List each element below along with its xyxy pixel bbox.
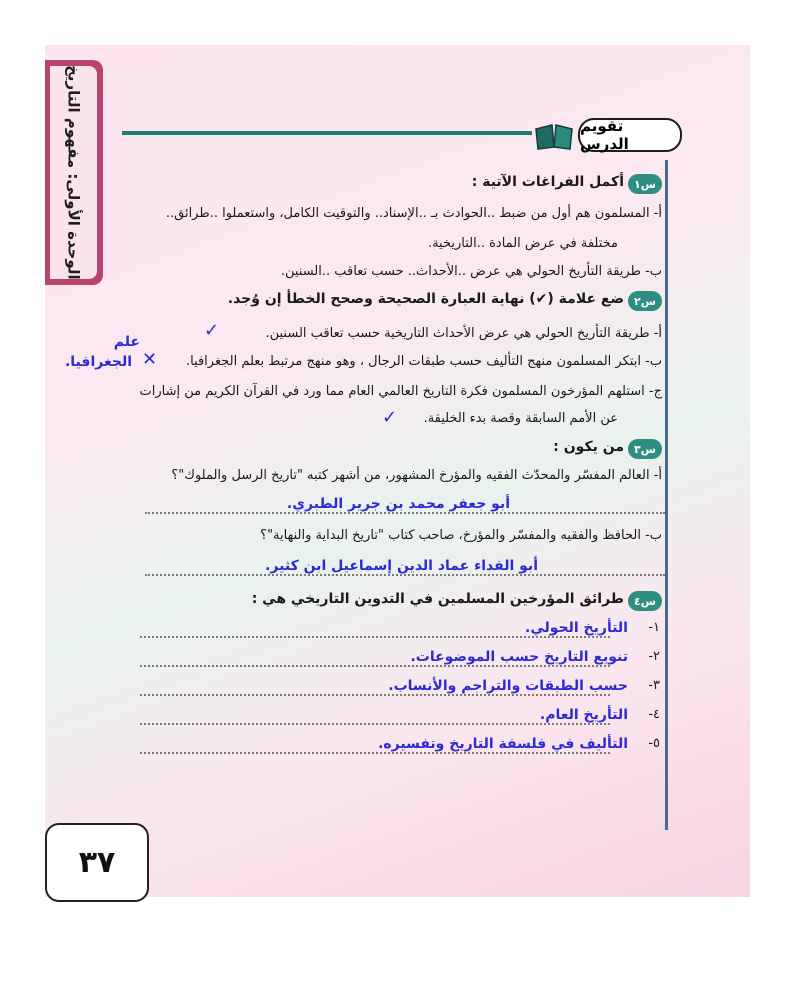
q4-item-3-num: ٣- bbox=[648, 678, 660, 693]
q3-heading: من يكون : bbox=[553, 439, 624, 455]
cross-mark-b: ✕ bbox=[142, 349, 158, 370]
q4-item-5-text: التأليف في فلسفة التاريخ وتفسيره. bbox=[378, 736, 628, 752]
q3-a-answer-line bbox=[145, 512, 665, 514]
unit-title: الوحدة الأولى: مفهوم التاريخ bbox=[64, 65, 83, 280]
q4-item-1-line bbox=[140, 636, 610, 638]
q4-item-5-line bbox=[140, 752, 610, 754]
check-mark-a: ✓ bbox=[204, 320, 220, 341]
q4-badge: س٤ bbox=[628, 591, 662, 611]
q3-a-answer: أبو جعفر محمد بن جرير الطبري. bbox=[286, 496, 510, 512]
q3-b-answer-line bbox=[145, 574, 665, 576]
page-number-text: ٣٧ bbox=[78, 845, 116, 880]
q2-c-line2: عن الأمم السابقة وقصة بدء الخليقة. bbox=[423, 411, 618, 426]
q2-b: ب- ابتكر المسلمون منهج التأليف حسب طبقات الرجال ، وهو منهج مرتبط بعلم الجغرافيا. bbox=[185, 354, 662, 369]
q4-heading: طرائق المؤرخين المسلمين في التدوين التاريخي هي : bbox=[251, 591, 624, 607]
q2-c-line1: ج- استلهم المؤرخون المسلمون فكرة التاريخ العالمي العام مما ورد في القرآن الكريم من إشارات bbox=[139, 384, 662, 399]
q4-item-4-line bbox=[140, 723, 610, 725]
q4-item-2-line bbox=[140, 665, 610, 667]
q3-badge: س٣ bbox=[628, 439, 662, 459]
q4-item-3-line bbox=[140, 694, 610, 696]
q1-a-line2: مختلفة في عرض المادة ..التاريخية. bbox=[427, 236, 618, 251]
q4-item-3-text: حسب الطبقات والتراجم والأنساب. bbox=[388, 678, 628, 694]
q4-item-4-text: التأريخ العام. bbox=[539, 707, 628, 723]
section-title bbox=[578, 118, 682, 152]
unit-side-tab bbox=[45, 60, 103, 285]
q2-heading: ضع علامة (✔) نهاية العبارة الصحيحة وصحح الخطأ إن وُجد. bbox=[227, 291, 624, 307]
q4-item-1-text: التأريخ الحولي. bbox=[525, 620, 628, 636]
q1-heading: أكمل الفراغات الآتية : bbox=[471, 174, 624, 190]
q4-item-5-num: ٥- bbox=[648, 736, 660, 751]
q3-b-answer: أبو الفداء عماد الدين إسماعيل ابن كثير. bbox=[265, 558, 538, 574]
book-icon bbox=[534, 121, 574, 151]
header-rule bbox=[122, 131, 532, 135]
q1-a-line1: أ- المسلمون هم أول من ضبط ..الحوادث بـ ..الإسناد.. والتوقيت الكامل، واستعملوا ..طرائق.. bbox=[165, 206, 662, 221]
q4-item-2-num: ٢- bbox=[648, 649, 660, 664]
q1-badge: س١ bbox=[628, 174, 662, 194]
q3-b-question: ب- الحافظ والفقيه والمفسّر والمؤرخ، صاحب كتاب "تاريخ البداية والنهاية"؟ bbox=[260, 528, 662, 543]
section-title-text: تقويم الدرس bbox=[580, 117, 629, 153]
correction-line: الجغرافيا. bbox=[64, 354, 132, 370]
q4-item-4-num: ٤- bbox=[648, 707, 660, 722]
page-number bbox=[45, 823, 149, 902]
correction-word: علم bbox=[113, 334, 140, 350]
q4-item-2-text: تنويع التاريخ حسب الموضوعات. bbox=[410, 649, 628, 665]
q1-b-line: ب- طريقة التأريخ الحولي هي عرض ..الأحداث.. حسب تعاقب ..السنين. bbox=[280, 264, 662, 279]
check-mark-c: ✓ bbox=[382, 407, 398, 428]
q4-item-1-num: ١- bbox=[648, 620, 660, 635]
q2-a: أ- طريقة التأريخ الحولي هي عرض الأحداث التاريخية حسب تعاقب السنين. bbox=[265, 326, 662, 341]
q3-a-question: أ- العالم المفسّر والمحدّث الفقيه والمؤرخ المشهور، من أشهر كتبه "تاريخ الرسل والملوك"؟ bbox=[171, 468, 662, 483]
q2-badge: س٢ bbox=[628, 291, 662, 311]
unit-side-tab-inner bbox=[50, 66, 97, 279]
side-rule bbox=[665, 160, 668, 830]
